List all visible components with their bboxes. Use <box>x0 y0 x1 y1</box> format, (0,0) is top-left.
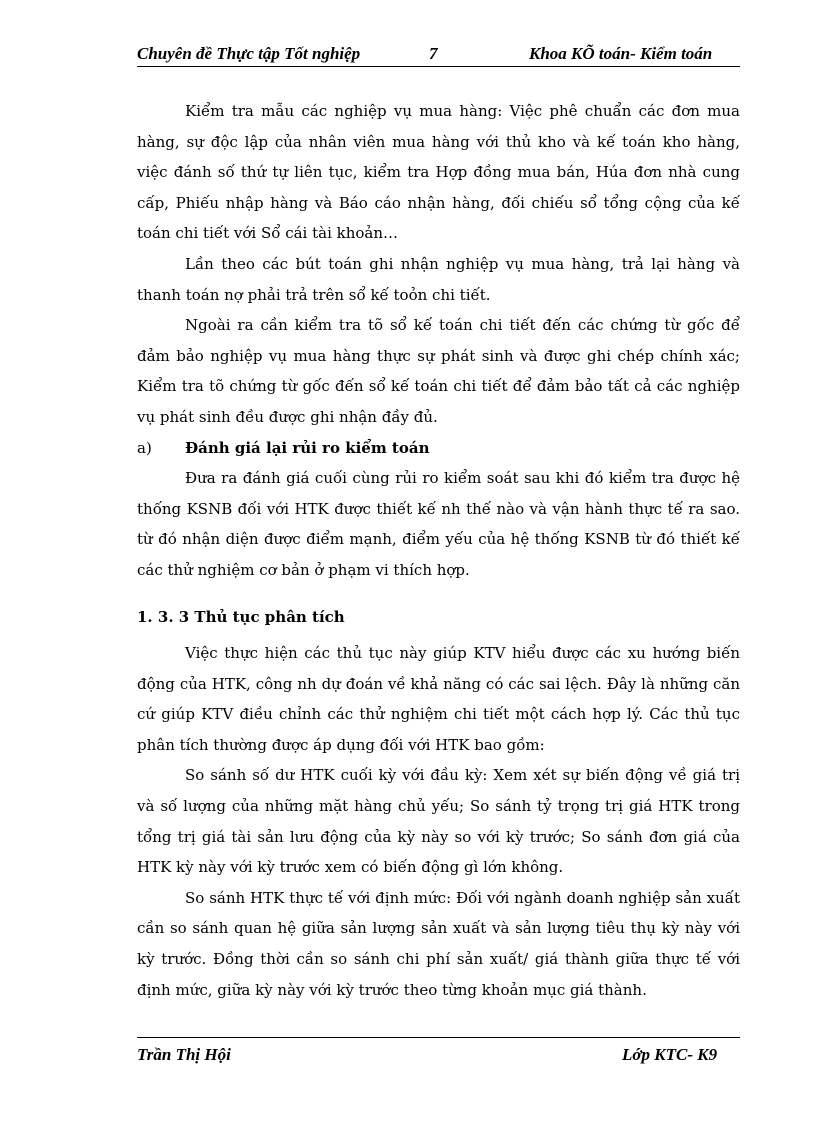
footer-author: Trần Thị Hội <box>137 1045 231 1064</box>
paragraph-5: Việc thực hiện các thủ tục này giúp KTV hiểu được các xu hướng biến động của HTK, công nh dự đoán về khả năng có các sai lệch. Đây là những căn cứ giúp KTV điều chỉnh các thử nghiệm chi tiết một cách hợp lý. Các thủ tục phân tích thường được áp dụng đối với HTK bao gồm: <box>137 644 740 754</box>
section-a-title: Đánh giá lại rủi ro kiểm toán <box>185 438 430 457</box>
paragraph-7: So sánh HTK thực tế với định mức: Đối với ngành doanh nghiệp sản xuất cần so sánh quan hệ giữa sản lượng sản xuất và sản lượng tiêu thụ kỳ này với kỳ trước. Đồng thời cần so sánh chi phí sản xuất/ giá thành giữa thực tế với định mức, giữa kỳ này với kỳ trước theo từng khoản mục giá thành. <box>137 888 740 999</box>
section-1-3-3-heading: 1. 3. 3 Thủ tục phân tích <box>137 607 345 626</box>
section-a-heading <box>137 433 740 464</box>
page-number: 7 <box>429 44 438 63</box>
header-title: Chuyên đề Thực tập Tốt nghiệp <box>137 44 361 63</box>
paragraph-4: Đưa ra đánh giá cuối cùng rủi ro kiểm soát sau khi đó kiểm tra được hệ thống KSNB đối với HTK được thiết kế nh thế nào và vận hành thực tế ra sao. từ đó nhận diện được điểm mạnh, điểm yếu của hệ thống KSNB từ đó thiết kế các thử nghiệm cơ bản ở phạm vi thích hợp. <box>137 469 740 579</box>
footer-class: Lớp KTC- K9 <box>622 1045 718 1064</box>
paragraph-6: So sánh số dư HTK cuối kỳ với đầu kỳ: Xem xét sự biến động về giá trị và số lượng của những mặt hàng chủ yếu; So sánh tỷ trọng trị giá HTK trong tổng trị giá tài sản lưu động của kỳ này so với kỳ trước; So sánh đơn giá của HTK kỳ này với kỳ trước xem có biến động gì lớn không. <box>137 766 740 877</box>
page-footer <box>137 1037 740 1068</box>
header-department: Khoa KÕ toán- Kiểm toán <box>529 44 713 63</box>
page-header <box>137 44 740 67</box>
paragraph-3: Ngoài ra cần kiểm tra tõ sổ kế toán chi tiết đến các chứng từ gốc để đảm bảo nghiệp vụ mua hàng thực sự phát sinh và được ghi chép chính xác; Kiểm tra tõ chứng từ gốc đến sổ kế toán chi tiết để đảm bảo tất cả các nghiệp vụ phát sinh đều được ghi nhận đầy đủ. <box>137 316 740 426</box>
document-body <box>137 96 740 1005</box>
paragraph-2: Lần theo các bút toán ghi nhận nghiệp vụ mua hàng, trả lại hàng và thanh toán nợ phải trả trên sổ kế toỏn chi tiết. <box>137 254 740 304</box>
section-a-label: a) <box>137 438 152 457</box>
paragraph-1: Kiểm tra mẫu các nghiệp vụ mua hàng: Việc phê chuẩn các đơn mua hàng, sự độc lập của nhân viên mua hàng với thủ kho và kế toán kho hàng, việc đánh số thứ tự liên tục, kiểm tra Hợp đồng mua bán, Húa đơn nhà cung cấp, Phiếu nhập hàng và Báo cáo nhận hàng, đối chiếu sổ tổng cộng của kế toán chi tiết với Sổ cái tài khoản… <box>137 102 740 243</box>
